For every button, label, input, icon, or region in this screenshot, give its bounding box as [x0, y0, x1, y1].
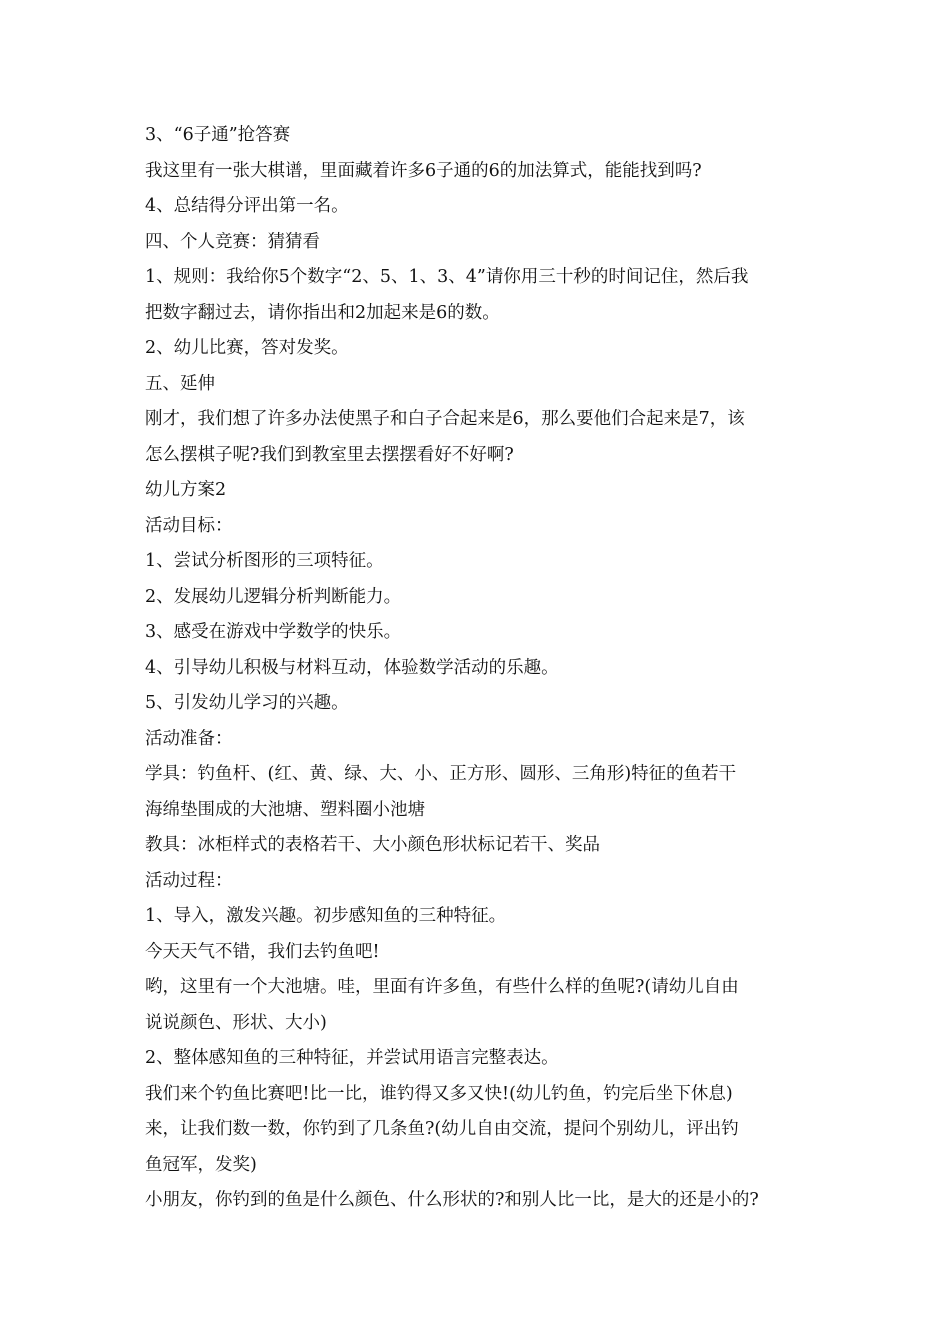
text-line: 我这里有一张大棋谱，里面藏着许多6子通的6的加法算式，能能找到吗?	[145, 160, 702, 181]
text-line: 教具：冰柜样式的表格若干、大小颜色形状标记若干、奖品	[145, 835, 600, 855]
section-heading: 活动过程：	[145, 870, 233, 891]
text-line: 学具：钓鱼杆、(红、黄、绿、大、小、正方形、圆形、三角形)特征的鱼若干	[145, 764, 737, 784]
text-line: 来，让我们数一数，你钓到了几条鱼?(幼儿自由交流，提问个别幼儿，评出钓	[145, 1119, 739, 1139]
plan-title: 幼儿方案2	[145, 480, 227, 500]
text-line: 小朋友，你钓到的鱼是什么颜色、什么形状的?和别人比一比，是大的还是小的?	[145, 1190, 759, 1210]
text-line: 怎么摆棋子呢?我们到教室里去摆摆看好不好啊?	[145, 444, 514, 465]
text-line: 说说颜色、形状、大小)	[145, 1012, 327, 1033]
section-heading: 五、延伸	[145, 373, 215, 394]
text-line: 2、整体感知鱼的三种特征，并尝试用语言完整表达。	[145, 1048, 559, 1068]
text-line: 1、规则：我给你5个数字“2、5、1、3、4”请你用三十秒的时间记住，然后我	[145, 267, 749, 287]
text-line: 2、发展幼儿逻辑分析判断能力。	[145, 586, 402, 607]
text-line: 3、“6子通”抢答赛	[145, 125, 291, 145]
text-line: 2、幼儿比赛，答对发奖。	[145, 338, 349, 358]
text-line: 5、引发幼儿学习的兴趣。	[145, 693, 349, 713]
section-heading: 四、个人竞赛：猜猜看	[145, 231, 320, 252]
document-body	[145, 118, 825, 1219]
text-line: 4、引导幼儿积极与材料互动，体验数学活动的乐趣。	[145, 657, 559, 678]
text-line: 1、导入，激发兴趣。初步感知鱼的三种特征。	[145, 906, 507, 926]
text-line: 我们来个钓鱼比赛吧!比一比，谁钓得又多又快!(幼儿钓鱼，钓完后坐下休息)	[145, 1083, 733, 1104]
text-line: 海绵垫围成的大池塘、塑料圈小池塘	[145, 799, 425, 820]
text-line: 1、尝试分析图形的三项特征。	[145, 551, 384, 571]
text-line: 鱼冠军，发奖)	[145, 1154, 257, 1175]
text-line: 把数字翻过去，请你指出和2加起来是6的数。	[145, 302, 500, 323]
text-line: 4、总结得分评出第一名。	[145, 196, 349, 216]
section-heading: 活动目标：	[145, 515, 233, 536]
text-line: 刚才，我们想了许多办法使黑子和白子合起来是6，那么要他们合起来是7，该	[145, 409, 745, 429]
text-line: 3、感受在游戏中学数学的快乐。	[145, 622, 402, 642]
text-line: 今天天气不错，我们去钓鱼吧!	[145, 941, 380, 962]
section-heading: 活动准备：	[145, 728, 233, 749]
text-line: 哟，这里有一个大池塘。哇，里面有许多鱼，有些什么样的鱼呢?(请幼儿自由	[145, 977, 739, 997]
